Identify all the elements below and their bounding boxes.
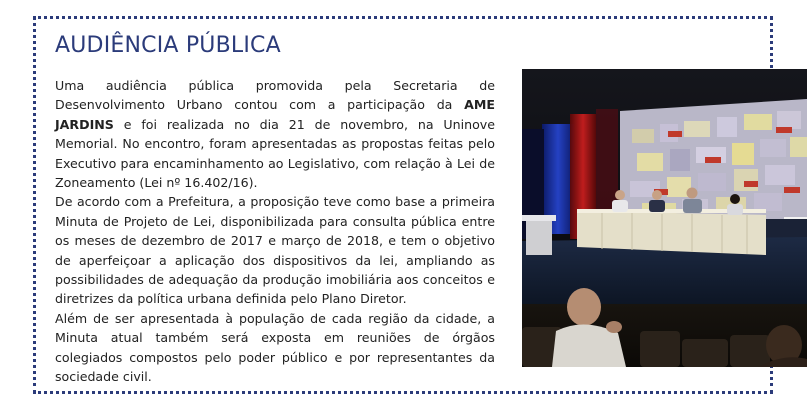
event-photo (522, 69, 807, 367)
paragraph-1-end: e foi realizada no dia 21 de novembro, na Uninove Memorial. No encontro, foram apresentadas as propostas feitas pelo Executivo para encaminhamento ao Legislativo, com relação à Lei de Zoneamento (Lei nº 16.402/16). (55, 116, 495, 191)
section-title: AUDIÊNCIA PÚBLICA (55, 33, 281, 58)
paragraph-2: De acordo com a Prefeitura, a proposição teve como base a primeira Minuta de Projeto de Lei, disponibilizada para consulta pública entre os meses de dezembro de 2017 e março de 2018, e tem o objetivo de aperfeiçoar a aplicação dos dispositivos da lei, ampliando as possibilidades de adequação da produção imobiliária aos conceitos e diretrizes da política urbana definida pelo Plano Diretor. (55, 194, 495, 307)
article-body (55, 76, 495, 387)
paragraph-1 (55, 76, 495, 192)
paragraph-1-start: Uma audiência pública promovida pela Secretaria de Desenvolvimento Urbano contou com a participação da (55, 78, 495, 113)
organization-name: AME JARDINS (55, 97, 495, 132)
paragraph-3: Além de ser apresentada à população de cada região da cidade, a Minuta atual também será exposta em reuniões de órgãos colegiados compostos pelo poder público e por representantes da sociedade civil. (55, 310, 495, 385)
